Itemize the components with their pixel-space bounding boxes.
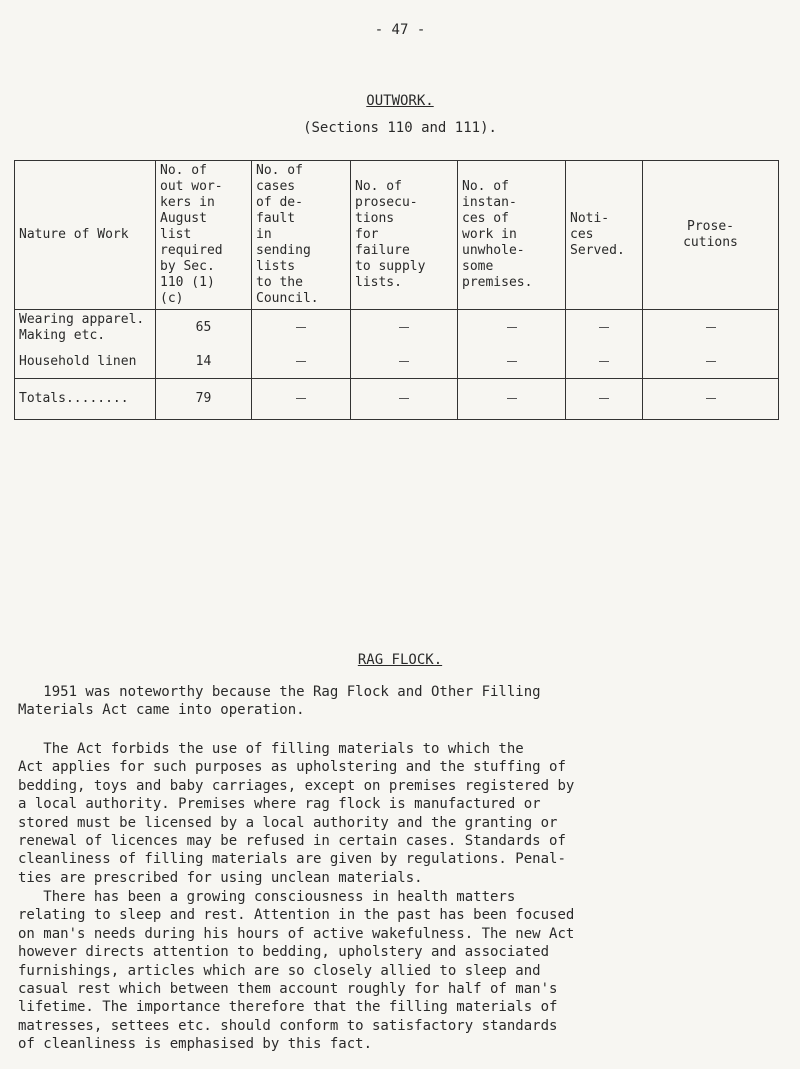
empty-cell	[351, 346, 458, 379]
dash-mark	[599, 327, 609, 328]
empty-cell	[643, 346, 779, 379]
empty-cell	[351, 310, 458, 347]
empty-cell	[252, 310, 351, 347]
paragraph	[18, 683, 788, 720]
text-line: Household linen	[19, 354, 137, 369]
text-line: Prose-	[687, 219, 734, 234]
dash-mark	[399, 361, 409, 362]
totals-out-workers: 79	[156, 379, 252, 420]
empty-cell	[458, 310, 566, 347]
text-line: The Act forbids the use of filling materials to which the	[18, 741, 524, 757]
text-line: furnishings, articles which are so closely allied to sleep and	[18, 962, 541, 979]
row-out-workers: 14	[156, 346, 252, 379]
text-line: (c)	[160, 291, 184, 306]
text-line: for	[355, 227, 379, 242]
dash-mark	[706, 361, 716, 362]
text-line: Council.	[256, 291, 319, 306]
text-line: cutions	[683, 235, 738, 250]
text-line: failure	[355, 243, 410, 258]
text-line: fault	[256, 211, 296, 226]
dash-mark	[507, 398, 517, 399]
text-line: of de-	[256, 195, 303, 210]
text-line: of cleanliness is emphasised by this fact.	[18, 1036, 373, 1053]
text-line: ces	[570, 227, 594, 242]
text-line: by Sec.	[160, 259, 215, 274]
text-line: out wor-	[160, 179, 223, 194]
header-prosecutions-failure	[351, 161, 458, 310]
text-line: premises.	[462, 275, 533, 290]
text-line: on man's needs during his hours of active wakefulness. The new Act	[18, 925, 575, 942]
text-line: No. of	[462, 179, 509, 194]
page-title: OUTWORK.	[366, 93, 434, 109]
dash-mark	[599, 361, 609, 362]
text-line: Noti-	[570, 211, 610, 226]
section-heading: RAG FLOCK.	[357, 652, 443, 668]
text-line: sending	[256, 243, 311, 258]
dash-mark	[296, 398, 306, 399]
text-line: cases	[256, 179, 296, 194]
dash-mark	[296, 327, 306, 328]
text-line: 110 (1)	[160, 275, 215, 290]
row-nature	[15, 346, 156, 379]
dash-mark	[296, 361, 306, 362]
text-line: ties are prescribed for using unclean materials.	[18, 869, 423, 886]
dash-mark	[399, 327, 409, 328]
text-line: prosecu-	[355, 195, 418, 210]
dash-mark	[706, 327, 716, 328]
row-nature	[15, 310, 156, 347]
text-line: tions	[355, 211, 395, 226]
empty-cell	[252, 346, 351, 379]
row-out-workers: 65	[156, 310, 252, 347]
paragraph	[18, 888, 788, 1054]
text-line: kers in	[160, 195, 215, 210]
text-line: ces of	[462, 211, 509, 226]
text-line: No. of	[355, 179, 402, 194]
empty-cell	[566, 379, 643, 420]
empty-cell	[566, 310, 643, 347]
text-line: in	[256, 227, 272, 242]
empty-cell	[351, 379, 458, 420]
text-line: Act applies for such purposes as upholstering and the stuffing of	[18, 759, 566, 776]
header-out-workers	[156, 161, 252, 310]
text-line: renewal of licences may be refused in certain cases. Standards of	[18, 833, 566, 850]
text-line: cleanliness of filling materials are given by regulations. Penal-	[18, 851, 566, 868]
text-line: stored must be licensed by a local authority and the granting or	[18, 814, 558, 831]
table-row	[15, 346, 779, 379]
text-line: unwhole-	[462, 243, 525, 258]
text-line: to supply	[355, 259, 426, 274]
page-subtitle: (Sections 110 and 111).	[303, 120, 497, 136]
header-default-cases	[252, 161, 351, 310]
text-line: Served.	[570, 243, 625, 258]
text-line: required	[160, 243, 223, 258]
dash-mark	[507, 327, 517, 328]
empty-cell	[458, 346, 566, 379]
text-line: 1951 was noteworthy because the Rag Flock and Other Filling	[18, 684, 541, 700]
totals-label: Totals........	[15, 379, 156, 420]
text-line: August	[160, 211, 207, 226]
text-line: to the	[256, 275, 303, 290]
dash-mark	[706, 398, 716, 399]
totals-row	[15, 379, 779, 420]
text-line: matresses, settees etc. should conform to satisfactory standards	[18, 1017, 558, 1034]
text-line: list	[160, 227, 192, 242]
empty-cell	[566, 346, 643, 379]
text-line: however directs attention to bedding, upholstery and associated	[18, 944, 550, 961]
paragraph	[18, 740, 788, 887]
empty-cell	[643, 310, 779, 347]
table-row	[15, 310, 779, 347]
dash-mark	[399, 398, 409, 399]
header-unwholesome-premises	[458, 161, 566, 310]
text-line: casual rest which between them account roughly for half of man's	[18, 981, 558, 998]
page-number: - 47 -	[374, 22, 426, 38]
header-notices-served	[566, 161, 643, 310]
header-nature-of-work: Nature of Work	[15, 161, 156, 310]
dash-mark	[507, 361, 517, 362]
text-line: instan-	[462, 195, 517, 210]
text-line: Materials Act came into operation.	[18, 702, 305, 719]
text-line: Wearing apparel.	[19, 312, 145, 327]
dash-mark	[599, 398, 609, 399]
text-line: a local authority. Premises where rag flock is manufactured or	[18, 796, 541, 813]
table-header-row	[15, 161, 779, 310]
header-prosecutions	[643, 161, 779, 310]
text-line: No. of	[160, 163, 207, 178]
text-line: lists.	[355, 275, 402, 290]
text-line: lifetime. The importance therefore that the filling materials of	[18, 999, 558, 1016]
text-line: No. of	[256, 163, 303, 178]
text-line: bedding, toys and baby carriages, except on premises registered by	[18, 777, 575, 794]
text-line: work in	[462, 227, 517, 242]
text-line: Making etc.	[19, 328, 106, 343]
text-line: lists	[256, 259, 296, 274]
empty-cell	[252, 379, 351, 420]
text-line: some	[462, 259, 494, 274]
text-line: relating to sleep and rest. Attention in the past has been focused	[18, 907, 575, 924]
outwork-table	[14, 160, 779, 420]
text-line: There has been a growing consciousness in health matters	[18, 889, 516, 905]
empty-cell	[458, 379, 566, 420]
empty-cell	[643, 379, 779, 420]
